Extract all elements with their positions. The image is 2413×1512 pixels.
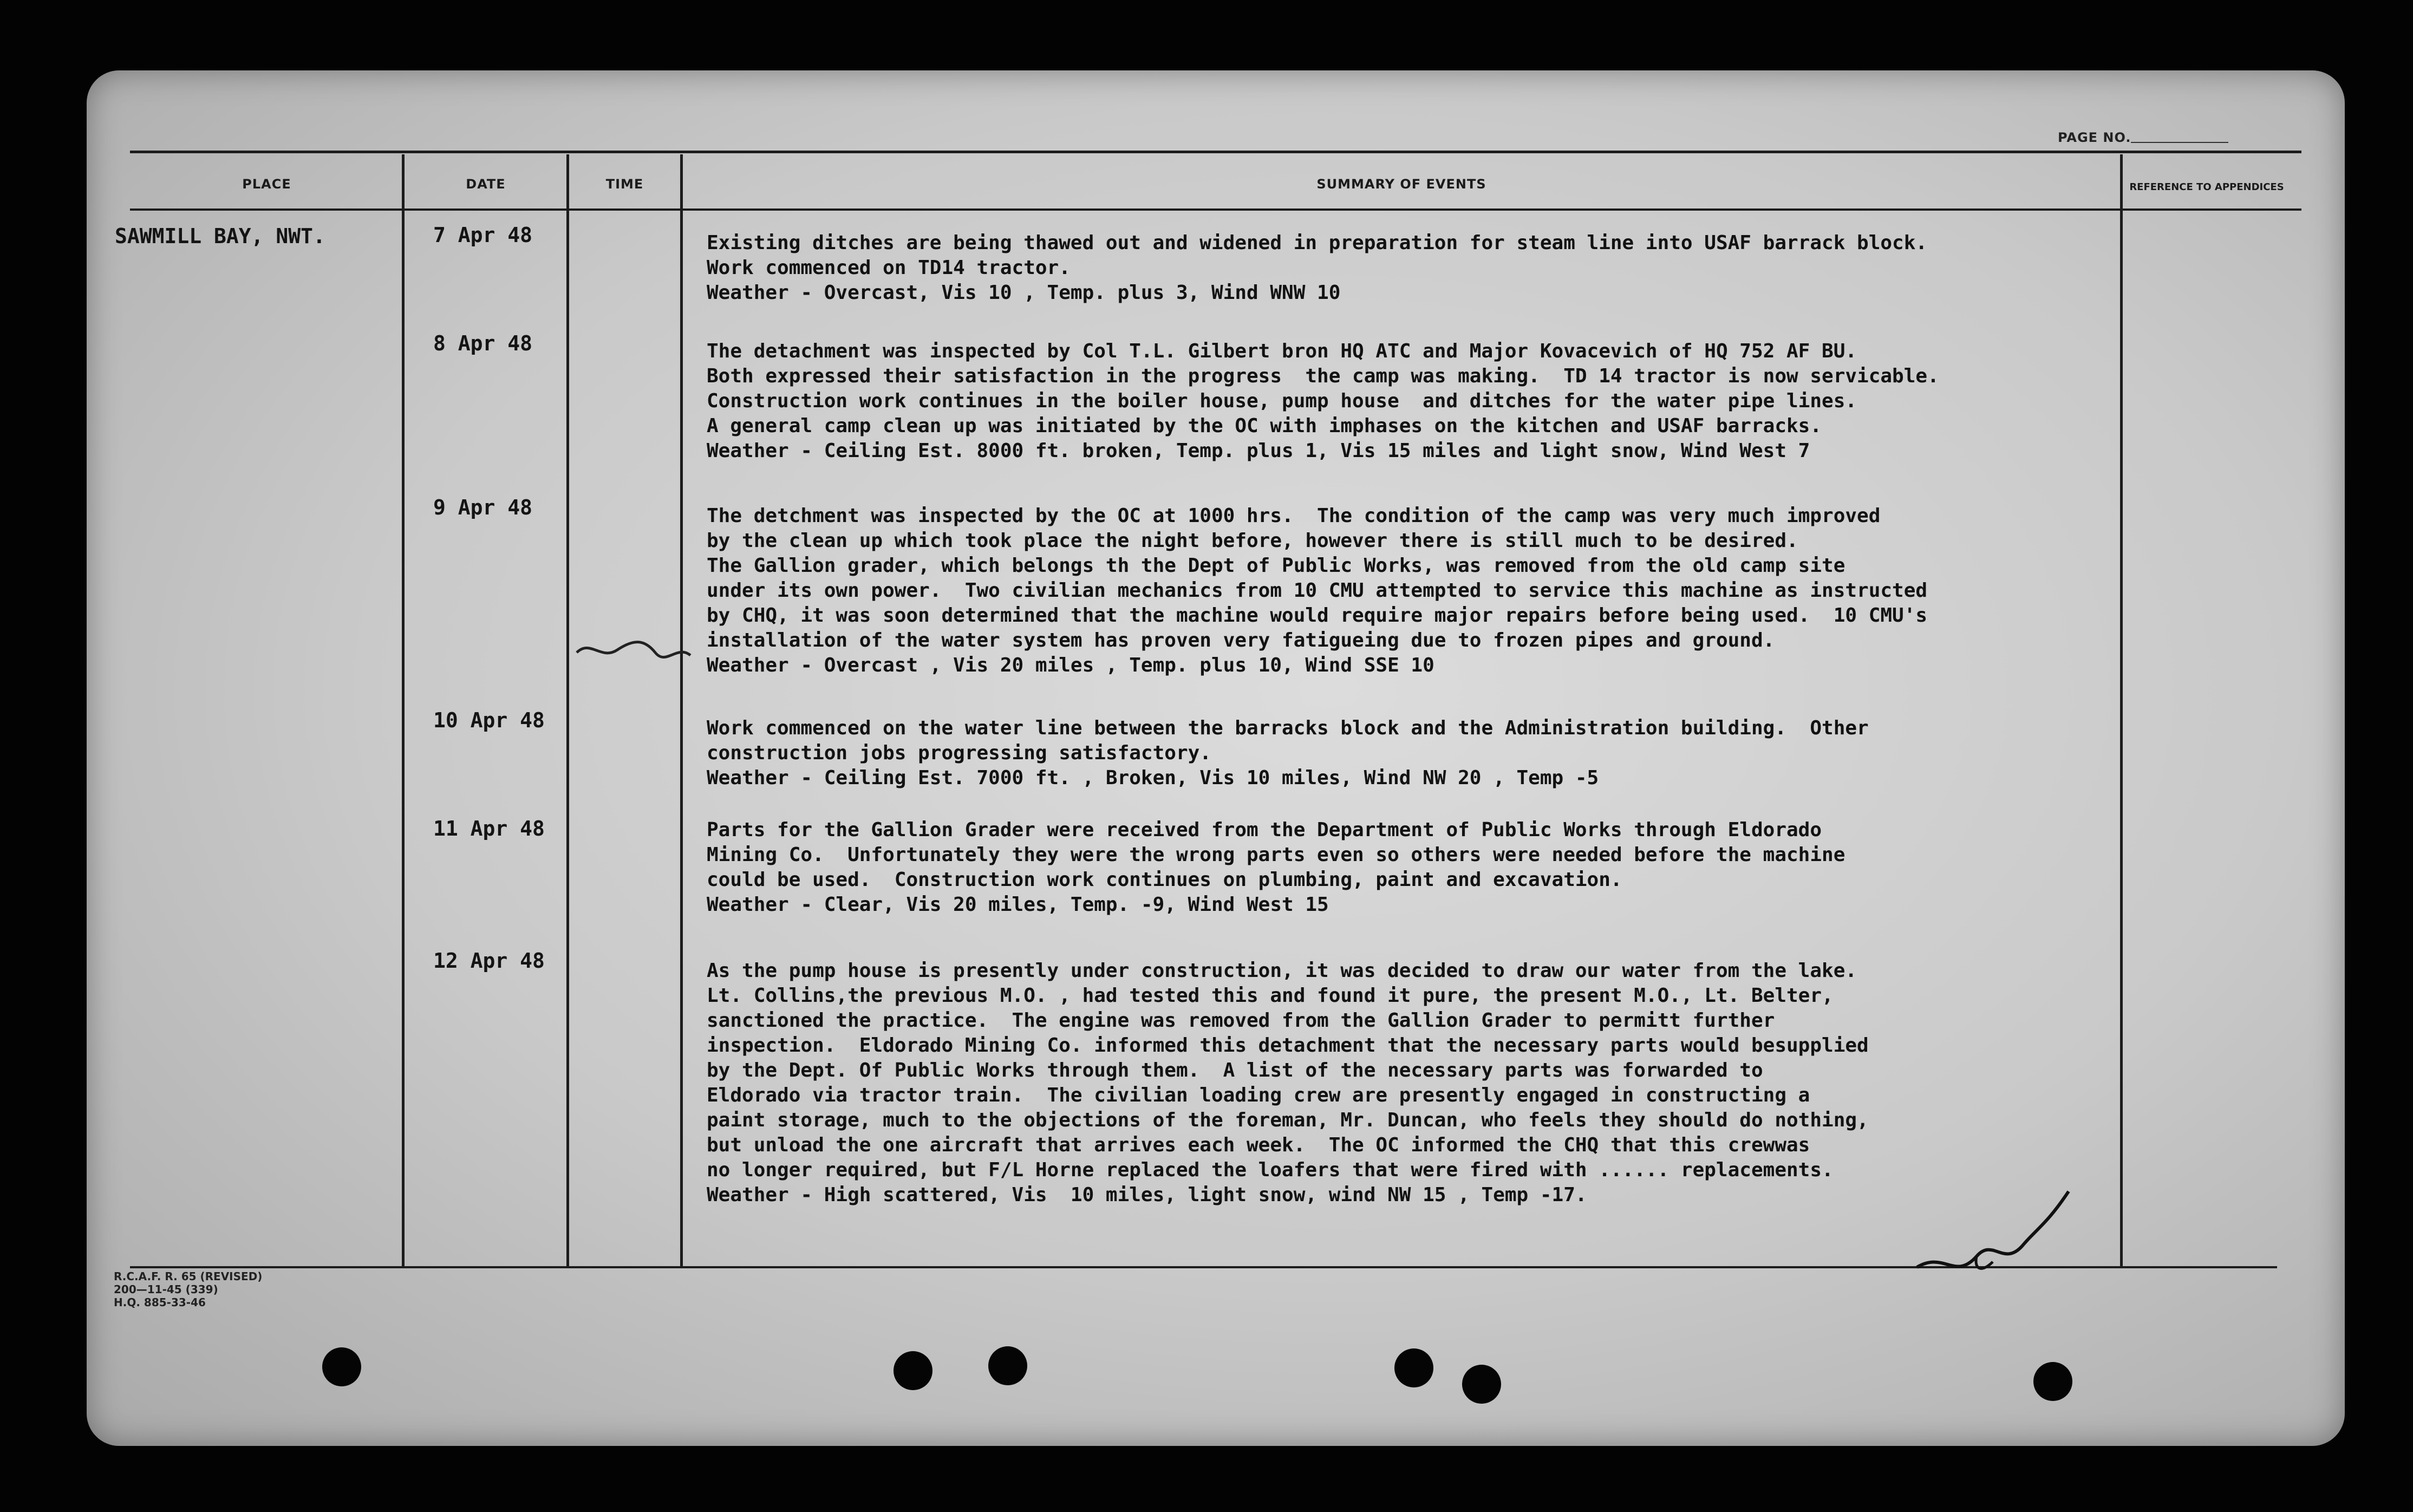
entry-date: 7 Apr 48	[433, 223, 533, 247]
header-time: TIME	[605, 177, 644, 192]
summary-line: As the pump house is presently under construction, it was decided to draw our water from the lake.	[707, 960, 1857, 982]
header-reference: REFERENCE TO APPENDICES	[2129, 181, 2284, 193]
summary-line: A general camp clean up was initiated by the OC with imphases on the kitchen and USAF barracks.	[707, 415, 1822, 437]
summary-line: under its own power. Two civilian mechanics from 10 CMU attempted to service this machine as instructed	[707, 579, 1928, 602]
summary-line: by the clean up which took place the night before, however there is still much to be desired.	[707, 530, 1798, 552]
summary-line: installation of the water system has proven very fatigueing due to frozen pipes and ground.	[707, 629, 1775, 651]
summary-line: Eldorado via tractor train. The civilian loading crew are presently engaged in constructing a	[707, 1084, 1810, 1106]
entry-summary	[707, 716, 2147, 791]
table-top-rule	[130, 151, 2301, 153]
time-column-rule	[566, 154, 569, 1266]
punch-hole	[1462, 1365, 1501, 1404]
entry-summary	[707, 231, 2147, 305]
header-bottom-rule	[130, 208, 2301, 211]
summary-line: by CHQ, it was soon determined that the machine would require major repairs before being used. 10 CMU's	[707, 604, 1928, 627]
punch-hole	[1394, 1348, 1433, 1387]
summary-line: The detachment was inspected by Col T.L. Gilbert bron HQ ATC and Major Kovacevich of HQ 752 AF BU.	[707, 340, 1857, 362]
summary-line: paint storage, much to the objections of the foreman, Mr. Duncan, who feels they should do nothing,	[707, 1109, 1869, 1131]
summary-line: Lt. Collins,the previous M.O. , had tested this and found it pure, the present M.O., Lt. Belter,	[707, 985, 1834, 1007]
summary-line: Parts for the Gallion Grader were received from the Department of Public Works through Eldorado	[707, 819, 1822, 841]
form-id-line: R.C.A.F. R. 65 (REVISED)	[114, 1270, 263, 1283]
summary-line: Work commenced on TD14 tractor.	[707, 257, 1071, 279]
header-place: PLACE	[242, 177, 291, 192]
punch-hole	[2033, 1362, 2072, 1401]
summary-line: sanctioned the practice. The engine was removed from the Gallion Grader to permitt further	[707, 1009, 1775, 1032]
summary-line: The detchment was inspected by the OC at 1000 hrs. The condition of the camp was very much improved	[707, 505, 1881, 527]
summary-line: by the Dept. Of Public Works through them. A list of the necessary parts was forwarded to	[707, 1059, 1763, 1081]
punch-hole	[894, 1351, 932, 1390]
summary-line: Both expressed their satisfaction in the progress the camp was making. TD 14 tractor is now servicable.	[707, 365, 1939, 387]
summary-line: Work commenced on the water line between the barracks block and the Administration building. Other	[707, 717, 1869, 739]
form-id-line: H.Q. 885-33-46	[114, 1296, 206, 1309]
summary-line: Weather - High scattered, Vis 10 miles, light snow, wind NW 15 , Temp -17.	[707, 1184, 1587, 1206]
entry-summary	[707, 818, 2147, 917]
summary-line: Weather - Clear, Vis 20 miles, Temp. -9, Wind West 15	[707, 894, 1329, 916]
punch-hole	[988, 1346, 1027, 1385]
header-summary: SUMMARY OF EVENTS	[1316, 177, 1486, 192]
place-entry: SAWMILL BAY, NWT.	[115, 224, 325, 248]
summary-line: Construction work continues in the boiler house, pump house and ditches for the water pipe lines.	[707, 390, 1857, 412]
summary-column-rule	[680, 154, 683, 1266]
date-column-rule	[402, 154, 405, 1266]
form-identifier	[114, 1270, 262, 1309]
page-number-field	[2131, 142, 2228, 143]
summary-line: but unload the one aircraft that arrives each week. The OC informed the CHQ that this crewwas	[707, 1134, 1810, 1156]
entry-summary	[707, 504, 2147, 678]
entry-date: 12 Apr 48	[433, 949, 545, 973]
summary-line: The Gallion grader, which belongs th the Dept of Public Works, was removed from the old camp site	[707, 555, 1845, 577]
form-id-line: 200—11-45 (339)	[114, 1283, 218, 1296]
punch-hole	[322, 1347, 361, 1386]
entry-summary	[707, 959, 2147, 1208]
entry-date: 9 Apr 48	[433, 496, 533, 519]
summary-line: inspection. Eldorado Mining Co. informed this detachment that the necessary parts would besupplied	[707, 1034, 1869, 1057]
summary-line: Weather - Overcast, Vis 10 , Temp. plus 3, Wind WNW 10	[707, 282, 1341, 304]
summary-line: Weather - Ceiling Est. 7000 ft. , Broken, Vis 10 miles, Wind NW 20 , Temp -5	[707, 767, 1599, 789]
entry-date: 11 Apr 48	[433, 817, 545, 840]
summary-line: Weather - Ceiling Est. 8000 ft. broken, Temp. plus 1, Vis 15 miles and light snow, Wind West 7	[707, 440, 1810, 462]
header-date: DATE	[466, 177, 506, 192]
summary-line: construction jobs progressing satisfactory.	[707, 742, 1211, 764]
summary-line: could be used. Construction work continues on plumbing, paint and excavation.	[707, 869, 1622, 891]
entry-summary	[707, 339, 2147, 464]
entry-date: 8 Apr 48	[433, 331, 533, 355]
page-number-label: PAGE NO.	[2058, 130, 2131, 145]
handwritten-signature	[1912, 1186, 2074, 1283]
summary-line: no longer required, but F/L Horne replaced the loafers that were fired with ...... replacements.	[707, 1159, 1834, 1181]
entry-date: 10 Apr 48	[433, 708, 545, 732]
summary-line: Weather - Overcast , Vis 20 miles , Temp. plus 10, Wind SSE 10	[707, 654, 1434, 676]
margin-squiggle-mark	[574, 628, 693, 666]
summary-line: Mining Co. Unfortunately they were the wrong parts even so others were needed before the machine	[707, 844, 1845, 866]
summary-line: Existing ditches are being thawed out and widened in preparation for steam line into USAF barrack block.	[707, 232, 1928, 254]
